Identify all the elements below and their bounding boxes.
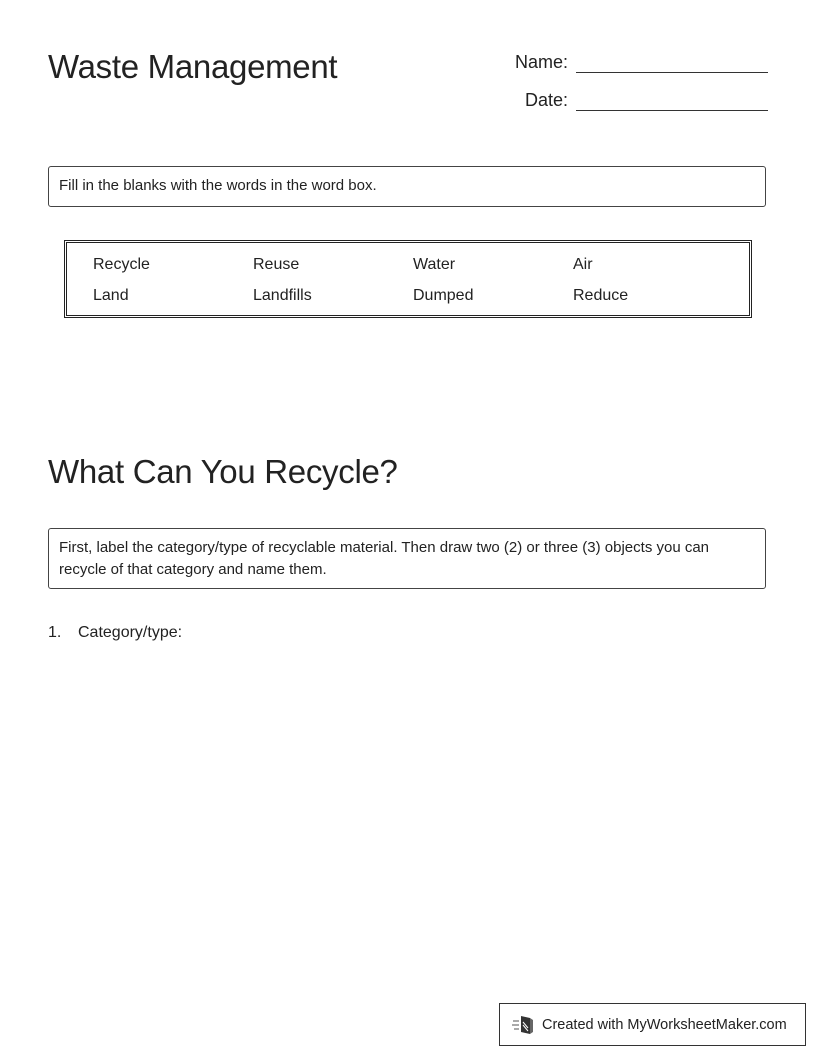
- word-box-word: Recycle: [93, 256, 150, 273]
- date-label: Date:: [524, 90, 568, 110]
- footer-credit[interactable]: [499, 1003, 806, 1046]
- word-box: [64, 240, 752, 318]
- recycle-instructions: First, label the category/type of recyclable material. Then draw two (2) or three (3) objects you can recycle of that category and name them.: [48, 528, 766, 589]
- name-label: Name:: [514, 52, 568, 72]
- worksheet-maker-logo-icon: [512, 1014, 536, 1036]
- question-number: 1.: [48, 624, 62, 641]
- date-line[interactable]: [576, 90, 768, 111]
- question-text: Category/type:: [78, 624, 183, 641]
- name-field: [468, 52, 768, 73]
- footer-text: Created with MyWorksheetMaker.com: [542, 1016, 787, 1033]
- word-box-word: Dumped: [413, 287, 474, 304]
- word-box-word: Water: [413, 256, 456, 273]
- worksheet-title: Waste Management: [48, 48, 338, 85]
- fill-in-instructions: Fill in the blanks with the words in the word box.: [48, 166, 766, 207]
- word-box-word: Landfills: [253, 287, 312, 304]
- section-heading: What Can You Recycle?: [48, 453, 398, 490]
- word-box-word: Reuse: [253, 256, 300, 273]
- question-item: [48, 624, 182, 642]
- word-box-word: Air: [573, 256, 593, 273]
- word-box-word: Reduce: [573, 287, 629, 304]
- word-box-word: Land: [93, 287, 129, 304]
- date-field: [468, 90, 768, 111]
- name-line[interactable]: [576, 52, 768, 73]
